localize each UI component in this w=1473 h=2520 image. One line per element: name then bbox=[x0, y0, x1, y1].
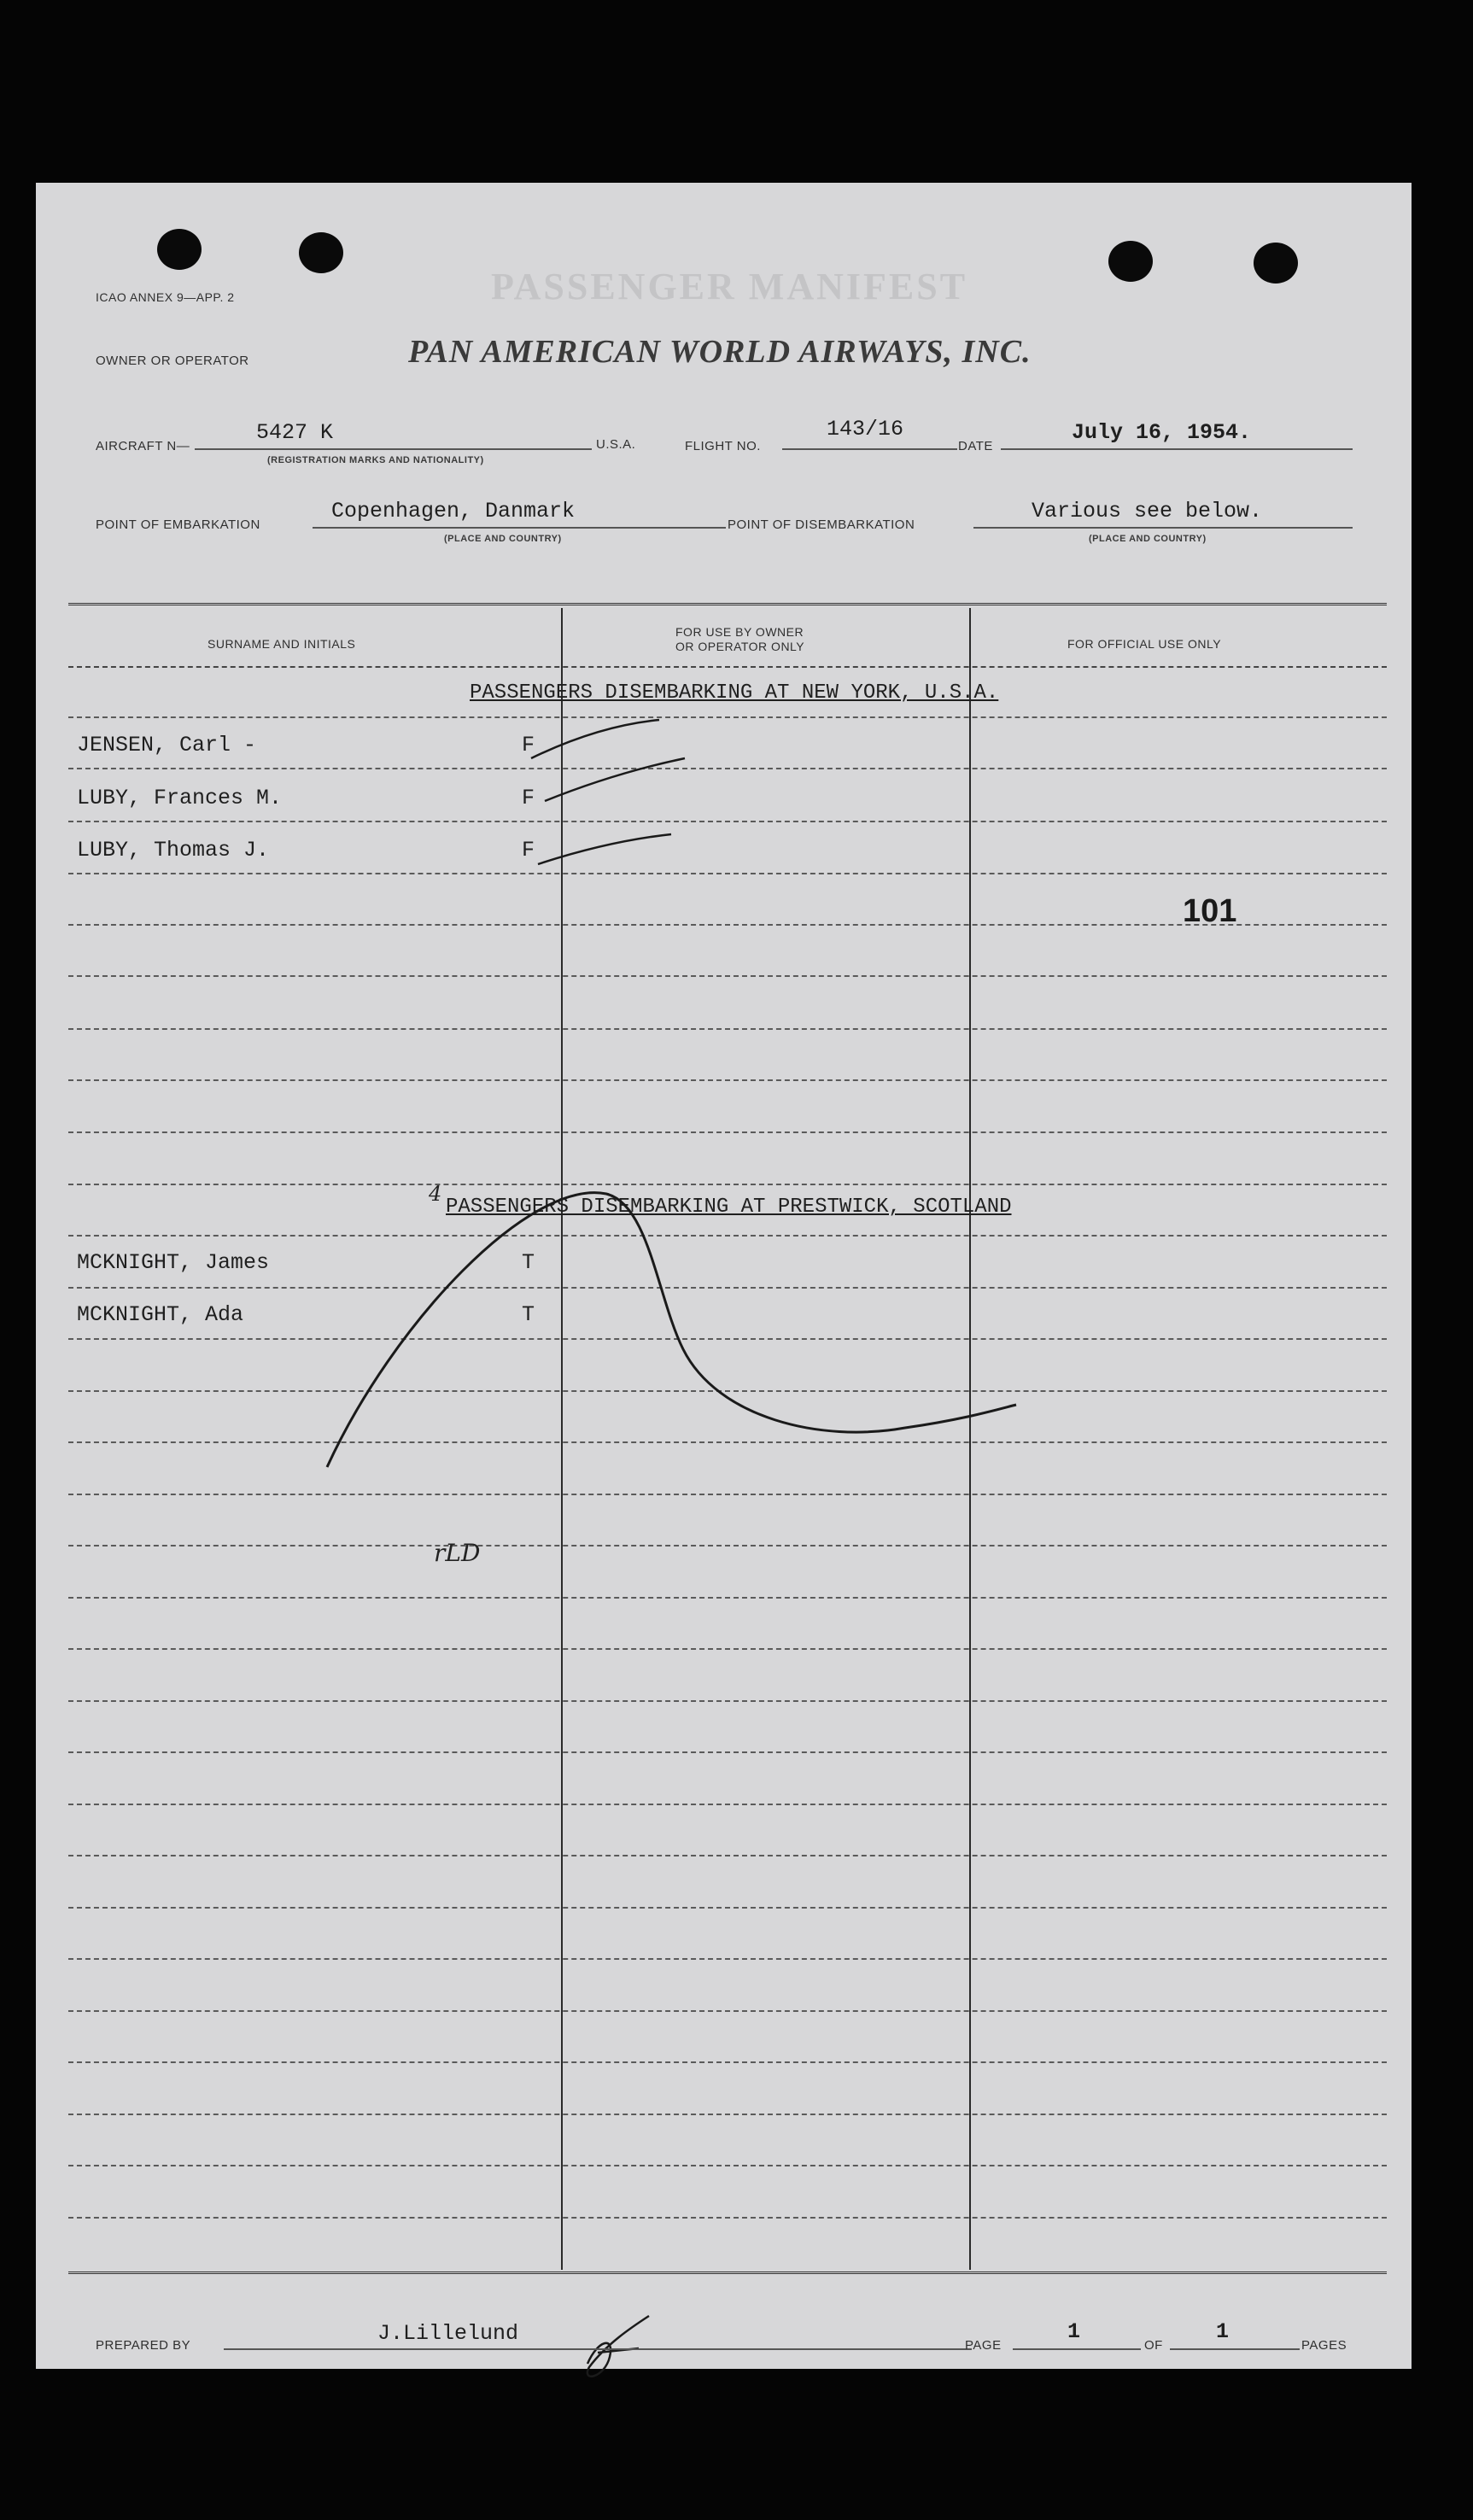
flight-date: July 16, 1954. bbox=[1072, 420, 1252, 445]
header-bottom-rule bbox=[68, 666, 1387, 668]
passenger-name: LUBY, Thomas J. bbox=[77, 838, 270, 862]
embarkation-label: POINT OF EMBARKATION bbox=[96, 517, 260, 532]
date-label: DATE bbox=[958, 439, 993, 453]
handwritten-count: 4 bbox=[429, 1182, 442, 1206]
passenger-name: MCKNIGHT, Ada bbox=[77, 1302, 244, 1327]
embarkation-underline bbox=[313, 527, 726, 529]
handwritten-initials: rLD bbox=[434, 1539, 481, 1567]
page-number: 1 bbox=[1067, 2319, 1081, 2344]
disembarkation-label: POINT OF DISEMBARKATION bbox=[728, 517, 915, 532]
disembarkation-underline bbox=[973, 527, 1353, 529]
form-code: ICAO ANNEX 9—APP. 2 bbox=[96, 290, 235, 304]
pages-label: PAGES bbox=[1301, 2338, 1347, 2353]
passenger-name: MCKNIGHT, James bbox=[77, 1250, 270, 1275]
flight-number: 143/16 bbox=[827, 417, 904, 441]
usa-label: U.S.A. bbox=[596, 437, 636, 452]
table-top-rule bbox=[68, 603, 1387, 609]
disembarkation-caption: (PLACE AND COUNTRY) bbox=[1089, 534, 1207, 544]
punch-hole bbox=[299, 232, 343, 273]
passenger-code: F bbox=[522, 838, 535, 862]
punch-hole bbox=[157, 229, 202, 270]
prepared-by-underline bbox=[224, 2348, 972, 2350]
passenger-name: JENSEN, Carl - bbox=[77, 733, 257, 757]
operator-name: PAN AMERICAN WORLD AIRWAYS, INC. bbox=[408, 334, 1032, 370]
aircraft-registration: 5427 K bbox=[256, 420, 334, 445]
aircraft-underline bbox=[195, 448, 592, 450]
page-label: PAGE bbox=[965, 2338, 1002, 2353]
prepared-by-name: J.Lillelund bbox=[377, 2321, 519, 2346]
registration-caption: (REGISTRATION MARKS AND NATIONALITY) bbox=[267, 455, 484, 465]
table-bottom-rule bbox=[68, 2272, 1387, 2277]
page-underline bbox=[1013, 2348, 1141, 2350]
embarkation-caption: (PLACE AND COUNTRY) bbox=[444, 534, 562, 544]
embarkation-place: Copenhagen, Danmark bbox=[331, 499, 576, 523]
column-divider-1 bbox=[561, 608, 563, 2270]
section-heading-new-york: PASSENGERS DISEMBARKING AT NEW YORK, U.S.A. bbox=[470, 681, 999, 705]
passenger-code: T bbox=[522, 1250, 535, 1275]
passenger-code: T bbox=[522, 1302, 535, 1327]
column-divider-2 bbox=[969, 608, 971, 2270]
date-underline bbox=[1001, 448, 1353, 450]
prepared-by-label: PREPARED BY bbox=[96, 2338, 191, 2353]
passenger-code: F bbox=[522, 733, 535, 757]
owner-use-header-line2: OR OPERATOR ONLY bbox=[675, 640, 805, 653]
section-heading-prestwick: PASSENGERS DISEMBARKING AT PRESTWICK, SCOTLAND bbox=[446, 1196, 1012, 1219]
official-use-header: FOR OFFICIAL USE ONLY bbox=[1067, 637, 1222, 651]
owner-label: OWNER OR OPERATOR bbox=[96, 354, 249, 368]
disembarkation-place: Various see below. bbox=[1032, 499, 1263, 523]
form-title: PASSENGER MANIFEST bbox=[491, 266, 968, 307]
passenger-name: LUBY, Frances M. bbox=[77, 786, 283, 810]
flight-label: FLIGHT NO. bbox=[685, 439, 761, 453]
owner-use-header-line1: FOR USE BY OWNER bbox=[675, 625, 804, 639]
passenger-code: F bbox=[522, 786, 535, 810]
punch-hole bbox=[1254, 243, 1298, 284]
flight-underline bbox=[782, 448, 957, 450]
punch-hole bbox=[1108, 241, 1153, 282]
official-stamp-number: 101 bbox=[1183, 893, 1237, 929]
of-label: OF bbox=[1144, 2338, 1163, 2353]
total-pages: 1 bbox=[1216, 2319, 1230, 2344]
of-underline bbox=[1170, 2348, 1300, 2350]
surname-header: SURNAME AND INITIALS bbox=[208, 637, 356, 651]
aircraft-label: AIRCRAFT N— bbox=[96, 439, 190, 453]
